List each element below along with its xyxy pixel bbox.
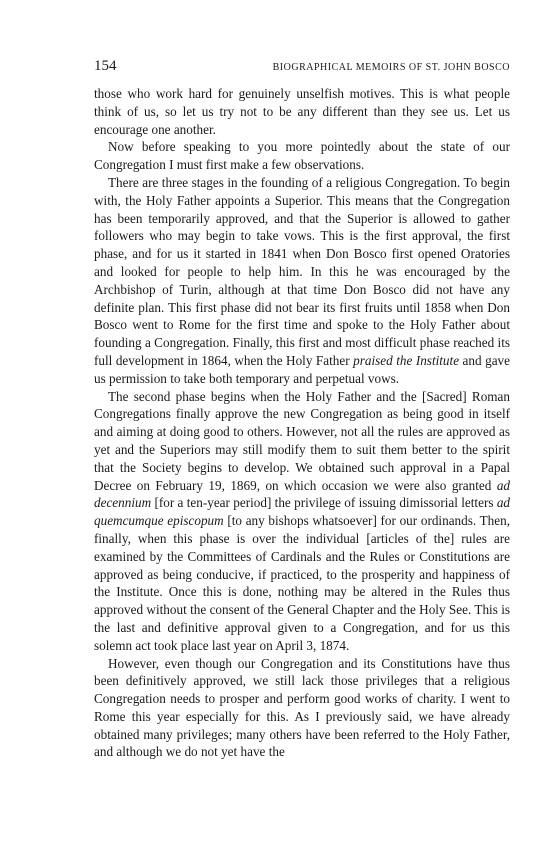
text-segment: and gave us permission to take both temporary and perpetual vows. (94, 352, 510, 386)
italic-text-segment: ad quemcumque episcopum (94, 495, 510, 529)
text-segment: [to any bishops whatsoever] for our ordinands. Then, finally, when this phase is over the individual [articles of the] rules are examined by the Committees of Cardinals and the Rules or Constitutions are approved as being conducive, if practiced, to the prosperity and happiness of the Institute. Once this is done, nothing may be altered in the Rules thus approved without the consent of the General Chapter and the Holy See. This is the last and definitive approval given to a Congregation, and for us this solemn act took place last year on April 3, 1874. (94, 513, 510, 653)
italic-text-segment: praised the Institute (353, 352, 460, 368)
paragraph-2 (94, 138, 510, 174)
text-segment: However, even though our Congregation and its Constitutions have thus been definitively approved, we still lack those privileges that a religious Congregation needs to prosper and perform good works of charity. I went to Rome this year especially for this. As I previously said, we have already obtained many privileges; many others have been referred to the Holy Father, and although we do not yet have the (94, 655, 510, 760)
text-segment: The second phase begins when the Holy Father and the [Sacred] Roman Congregations finally approve the new Congregation as being good in itself and aiming at doing good to others. However, not all the rules are approved as yet and the Superiors may still modify them to suit them better to the spirit that the Society begins to develop. We obtained such approval in a Papal Decree on February 19, 1869, on which occasion we were also granted (94, 388, 510, 493)
italic-text-segment: ad decennium (94, 477, 510, 511)
text-segment: [for a ten-year period] the privilege of issuing dimissorial letters (151, 495, 497, 511)
paragraph-1 (94, 85, 510, 138)
page-header (94, 58, 510, 82)
text-segment: There are three stages in the founding of a religious Congregation. To begin with, the Holy Father appoints a Superior. This means that the Congregation has been temporarily approved, and that the Superior is allowed to gather followers who may begin to take vows. This is the first approval, the first phase, and for us it started in 1841 when Don Bosco first opened Oratories and looked for people to help him. In this he was encouraged by the Archbishop of Turin, although at that time Don Bosco did not have any definite plan. This first phase did not bear its first fruits until 1858 when Don Bosco went to Rome for the first time and spoke to the Holy Father about founding a Congregation. Finally, this first and most difficult phase reached its full development in 1864, when the Holy Father (94, 174, 510, 368)
paragraph-5 (94, 655, 510, 762)
running-head: BIOGRAPHICAL MEMOIRS OF ST. JOHN BOSCO (272, 62, 510, 73)
page-body (94, 85, 510, 761)
paragraph-3 (94, 174, 510, 388)
paragraph-4 (94, 388, 510, 655)
text-segment: those who work hard for genuinely unselfish motives. This is what people think of us, so let us try not to be any different than they see us. Let us encourage one another. (94, 86, 510, 137)
page-number: 154 (94, 58, 117, 74)
text-segment: Now before speaking to you more pointedly about the state of our Congregation I must first make a few observations. (94, 139, 510, 173)
book-page (94, 58, 510, 761)
